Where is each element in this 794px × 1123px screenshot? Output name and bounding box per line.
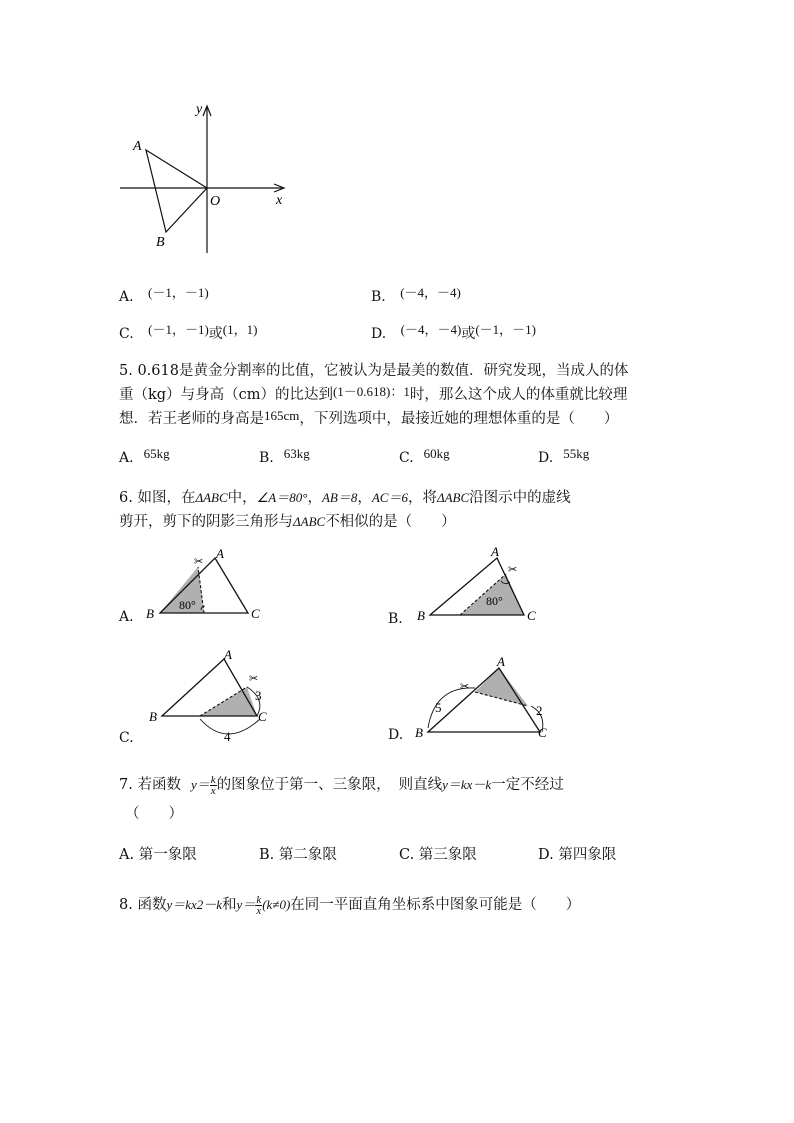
label-c: C <box>538 725 547 740</box>
y-axis-label: y <box>196 102 203 117</box>
scissors-icon: ✂ <box>508 564 518 576</box>
length-2: 2 <box>536 703 543 718</box>
q5-line-3: 想．若王老师的身高是165cm，下列选项中，最接近她的理想体重的是（ ） <box>119 408 619 427</box>
q4-coordinate-figure <box>112 98 302 258</box>
length-3: 3 <box>255 688 262 703</box>
q8-line: 8. 函数y＝kx2－k和y＝ $\frac{k}{x}$ (k≠0)在同一平面直角坐标系中图象可能是（ ） <box>119 893 581 917</box>
origin-label: O <box>210 194 221 209</box>
q5-option-c: C. 60kg <box>399 446 450 466</box>
label-a: A <box>216 546 224 561</box>
q7-option-c: C. 第三象限 <box>399 847 477 863</box>
label-b: B <box>417 608 425 623</box>
q6-line-2: 剪开，剪下的阴影三角形与ΔABC不相似的是（ ） <box>119 514 456 530</box>
fraction-k-over-x: $\frac{k}{x}$ <box>210 773 216 797</box>
label-b: B <box>415 725 423 740</box>
q7-option-a: A. 第一象限 <box>119 847 197 863</box>
q6-fig-b-letter: B. <box>388 611 403 627</box>
scissors-icon: ✂ <box>194 556 204 568</box>
q5-line-1: 5. 0.618是黄金分割率的比值，它被认为是最美的数值．研究发现，当成人的体 <box>119 363 629 379</box>
point-a-label: A <box>133 139 142 154</box>
q5-option-d: D. 55kg <box>538 446 590 466</box>
q7-line-1: 7. 若函数 y＝ $\frac{k}{x}$ 的图象位于第一、三象限， 则直线y＝kx－k一定不经过 <box>119 773 564 797</box>
q6-figure-c <box>142 645 282 750</box>
scissors-icon: ✂ <box>249 673 259 685</box>
triangle-aob <box>146 150 207 232</box>
length-4: 4 <box>224 729 231 744</box>
label-c: C <box>527 608 536 623</box>
label-c: C <box>251 606 260 621</box>
x-axis-label: x <box>276 193 283 208</box>
scissors-icon: ✂ <box>460 681 470 693</box>
q6-fig-a-letter: A. <box>119 609 134 625</box>
label-b: B <box>146 606 154 621</box>
q4-option-b: B. (－4，－4) <box>371 285 461 305</box>
q6-figure-a <box>140 540 270 630</box>
q4-option-a: A. (－1，－1) <box>119 285 209 305</box>
q5-option-a: A. 65kg <box>119 446 170 466</box>
length-5: 5 <box>435 700 442 715</box>
q7-line-2: （ ） <box>125 806 183 822</box>
point-b-label: B <box>156 235 165 250</box>
fraction-k-over-x: $\frac{k}{x}$ <box>256 893 262 917</box>
q6-fig-d-letter: D. <box>388 727 404 743</box>
q7-option-b: B. 第二象限 <box>259 847 337 863</box>
label-a: A <box>497 654 505 669</box>
q4-option-d: D. (－4，－4)或(－1，－1) <box>371 322 536 342</box>
q6-figure-b <box>410 540 550 630</box>
label-b: B <box>149 709 157 724</box>
q6-fig-c-letter: C. <box>119 730 134 746</box>
q4-option-c: C. (－1，－1)或(1，1) <box>119 322 258 342</box>
q6-figure-d <box>410 648 560 743</box>
q7-option-d: D. 第四象限 <box>538 847 617 863</box>
q5-line-2: 重（kg）与身高（cm）的比达到(1－0.618)：1时，那么这个成人的体重就比较理 <box>119 384 628 403</box>
label-a: A <box>491 544 499 559</box>
angle-label: 80° <box>486 594 503 608</box>
q5-option-b: B. 63kg <box>259 446 310 466</box>
q6-line-1: 6. 如图，在ΔABC中，∠A＝80°，AB＝8，AC＝6，将ΔABC沿图示中的虚线 <box>119 490 571 506</box>
angle-label: 80° <box>179 598 196 612</box>
label-c: C <box>258 709 267 724</box>
label-a: A <box>224 647 232 662</box>
